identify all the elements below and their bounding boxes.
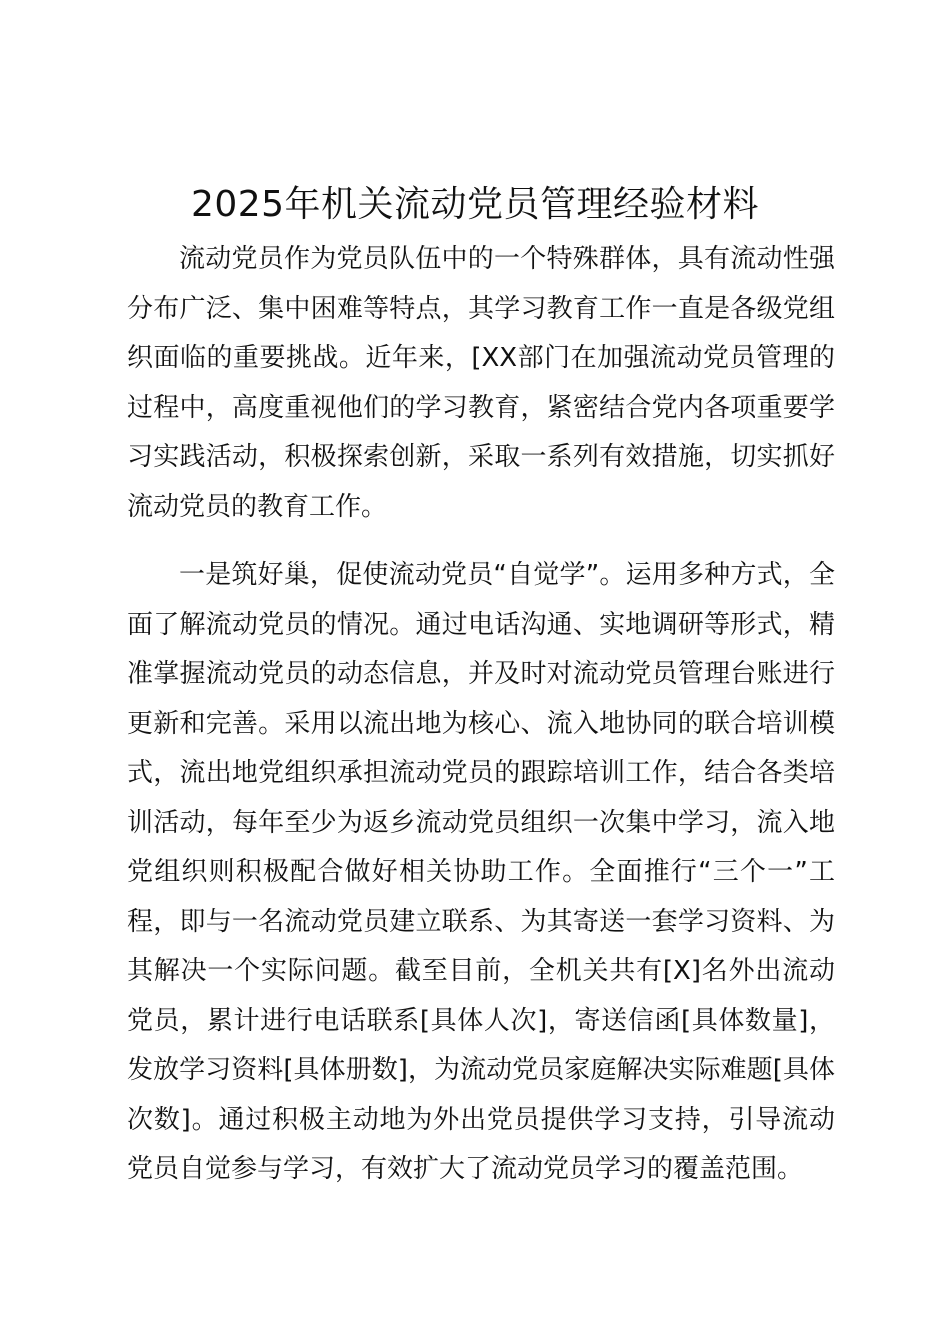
- document-title: 2025年机关流动党员管理经验材料: [190, 184, 760, 225]
- paragraph-intro: 流动党员作为党员队伍中的一个特殊群体，具有流动性强分布广泛、集中困难等特点，其学习教育工作一直是各级党组织面临的重要挑战。近年来，[XX部门在加强流动党员管理的过程中，高度重视他们的学习教育，紧密结合党内各项重要学习实践活动，积极探索创新，采取一系列有效措施，切实抓好流动党员的教育工作。: [127, 244, 835, 522]
- paragraph-build-nest: 一是筑好巢，促使流动党员“自觉学”。运用多种方式，全面了解流动党员的情况。通过电话沟通、实地调研等形式，精准掌握流动党员的动态信息，并及时对流动党员管理台账进行更新和完善。采用以流出地为核心、流入地协同的联合培训模式，流出地党组织承担流动党员的跟踪培训工作，结合各类培训活动，每年至少为返乡流动党员组织一次集中学习，流入地党组织则积极配合做好相关协助工作。全面推行“三个一”工程，即与一名流动党员建立联系、为其寄送一套学习资料、为其解决一个实际问题。截至目前，全机关共有[X]名外出流动党员，累计进行电话联系[具体人次]，寄送信函[具体数量]，发放学习资料[具体册数]，为流动党员家庭解决实际难题[具体次数]。通过积极主动地为外出党员提供学习支持，引导流动党员自觉参与学习，有效扩大了流动党员学习的覆盖范围。: [127, 560, 835, 1184]
- document-body: [127, 235, 835, 1195]
